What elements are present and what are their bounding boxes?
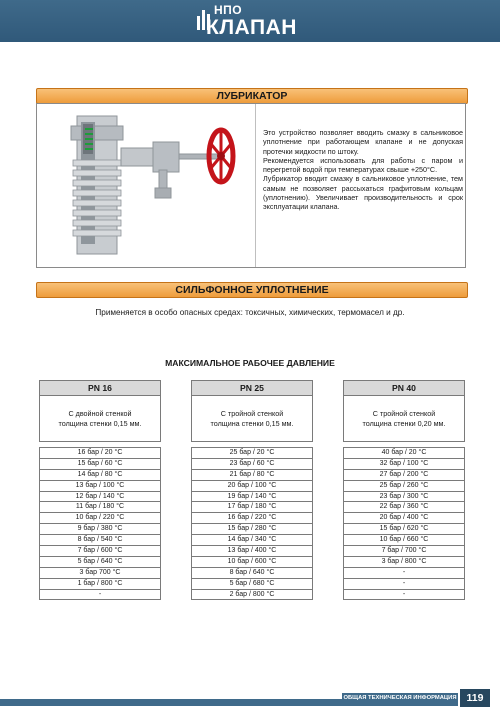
footer-section-label: ОБЩАЯ ТЕХНИЧЕСКАЯ ИНФОРМАЦИЯ	[343, 695, 457, 701]
pn-desc-line: С тройной стенкой	[220, 409, 284, 419]
pn-desc-line: С тройной стенкой	[372, 409, 436, 419]
lubricator-paragraph: Это устройство позволяет вводить смазку в сальниковое уплотнение при работающем клапане и не допуская протечки жидкости по штоку.	[263, 128, 463, 156]
pressure-row: 23 бар / 60 °С	[192, 459, 312, 470]
pressure-row: 32 бар / 100 °С	[344, 459, 464, 470]
pn-desc-line: толщина стенки 0,20 мм.	[362, 418, 446, 428]
max-pressure-title: МАКСИМАЛЬНОЕ РАБОЧЕЕ ДАВЛЕНИЕ	[165, 358, 335, 368]
pressure-row: 21 бар / 80 °С	[192, 470, 312, 481]
pn-desc-line: толщина стенки 0,15 мм.	[58, 418, 142, 428]
pressure-row: 20 бар / 400 °С	[344, 513, 464, 524]
pressure-row: 19 бар / 140 °С	[192, 492, 312, 503]
page-number: 119	[460, 689, 490, 707]
pressure-row: 5 бар / 640 °С	[40, 557, 160, 568]
pressure-row: 13 бар / 400 °С	[192, 546, 312, 557]
pressure-row: -	[344, 568, 464, 579]
pressure-row: 25 бар / 20 °С	[192, 448, 312, 459]
pressure-row: 11 бар / 180 °С	[40, 502, 160, 513]
pn-description	[39, 396, 161, 442]
pn-description	[191, 396, 313, 442]
pressure-row: 20 бар / 100 °С	[192, 481, 312, 492]
pressure-row: 3 бар / 800 °С	[344, 557, 464, 568]
pressure-row: 15 бар / 280 °С	[192, 524, 312, 535]
pn-column	[39, 380, 161, 600]
pressure-row: 22 бар / 360 °С	[344, 502, 464, 513]
pressure-row: 27 бар / 200 °С	[344, 470, 464, 481]
pn-column	[191, 380, 313, 600]
pressure-row: 8 бар / 640 °С	[192, 568, 312, 579]
pressure-row: 23 бар / 300 °С	[344, 492, 464, 503]
pressure-row: 15 бар / 60 °С	[40, 459, 160, 470]
pressure-row: 25 бар / 260 °С	[344, 481, 464, 492]
logo-name-text: КЛАПАН	[206, 16, 297, 39]
pn-rows	[191, 447, 313, 600]
pressure-row: 5 бар / 680 °С	[192, 579, 312, 590]
pressure-row: -	[40, 590, 160, 601]
pn-description	[343, 396, 465, 442]
logo-npo-text: НПО	[214, 3, 243, 17]
pressure-row: 12 бар / 140 °С	[40, 492, 160, 503]
pn-rows	[39, 447, 161, 600]
pressure-row: 16 бар / 220 °С	[192, 513, 312, 524]
pressure-row: 15 бар / 620 °С	[344, 524, 464, 535]
pressure-row: 1 бар / 800 °С	[40, 579, 160, 590]
pn-desc-line: С двойной стенкой	[68, 409, 132, 419]
pressure-row: 40 бар / 20 °С	[344, 448, 464, 459]
pressure-row: 10 бар / 660 °С	[344, 535, 464, 546]
pressure-row: -	[344, 579, 464, 590]
pressure-row: -	[344, 590, 464, 601]
lubricator-description	[263, 128, 463, 212]
pn-rows	[343, 447, 465, 600]
pressure-row: 9 бар / 380 °С	[40, 524, 160, 535]
pressure-row: 13 бар / 100 °С	[40, 481, 160, 492]
bellows-title-bar: СИЛЬФОННОЕ УПЛОТНЕНИЕ	[36, 282, 468, 298]
pn-header: PN 25	[191, 380, 313, 396]
pressure-row: 8 бар / 540 °С	[40, 535, 160, 546]
pressure-row: 10 бар / 220 °С	[40, 513, 160, 524]
lubricator-illustration	[43, 108, 253, 264]
pressure-row: 14 бар / 340 °С	[192, 535, 312, 546]
pressure-row: 14 бар / 80 °С	[40, 470, 160, 481]
lubricator-paragraph: Лубрикатор вводит смазку в сальниковое уплотнение, тем самым не позволяет рассыхаться графитовым кольцам (уплотнению). Увеличивает производительность и срок эксплуатации клапана.	[263, 174, 463, 212]
page-header	[0, 0, 500, 42]
pressure-row: 10 бар / 600 °С	[192, 557, 312, 568]
company-logo	[196, 2, 306, 40]
pn-header: PN 16	[39, 380, 161, 396]
pressure-row: 2 бар / 800 °С	[192, 590, 312, 601]
lubricator-paragraph: Рекомендуется использовать для работы с паром и перегретой водой при температурах свыше +250°С.	[263, 155, 463, 175]
pn-desc-line: толщина стенки 0,15 мм.	[210, 418, 294, 428]
bellows-applies-text: Применяется в особо опасных средах: токсичных, химических, термомасел и др.	[95, 308, 405, 317]
pressure-row: 17 бар / 180 °С	[192, 502, 312, 513]
pressure-row: 7 бар / 600 °С	[40, 546, 160, 557]
pn-column	[343, 380, 465, 600]
pressure-row: 7 бар / 700 °С	[344, 546, 464, 557]
lubricator-frame	[36, 103, 466, 268]
pressure-row: 16 бар / 20 °С	[40, 448, 160, 459]
pn-header: PN 40	[343, 380, 465, 396]
frame-divider	[255, 104, 256, 267]
lubricator-title-bar: ЛУБРИКАТОР	[36, 88, 468, 104]
pressure-row: 3 бар 700 °С	[40, 568, 160, 579]
